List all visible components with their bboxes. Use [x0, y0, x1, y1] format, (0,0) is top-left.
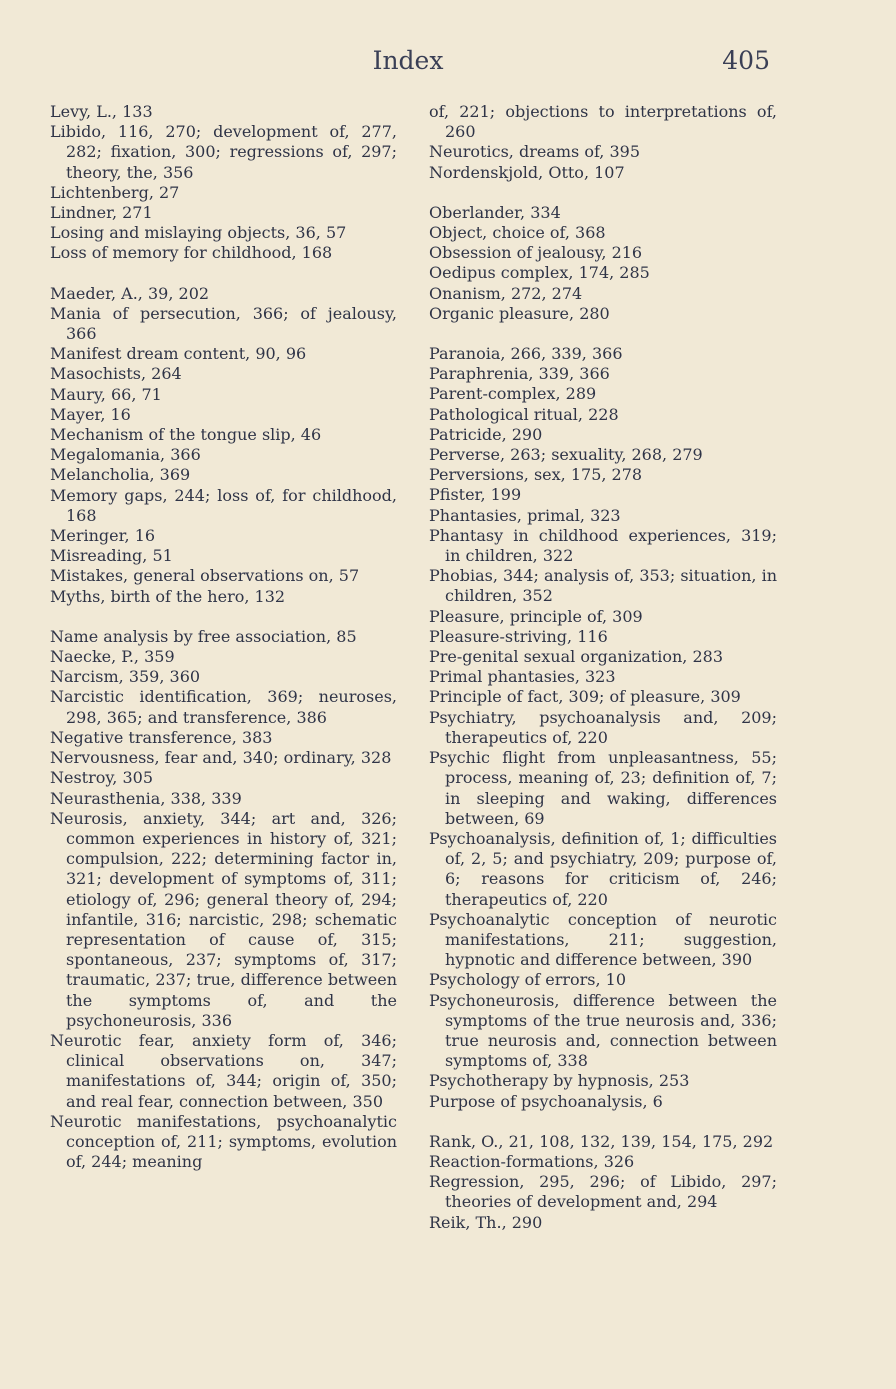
index-entry: Megalomania, 366: [50, 445, 201, 465]
index-entry: Psychic flight from unpleasantness, 55; process, meaning of, 23; definition of, 7; in sleeping and waking, differences between, 69: [429, 748, 777, 828]
index-entry: Narcistic identification, 369; neuroses, 298, 365; and transference, 386: [50, 687, 397, 727]
index-entry: Mistakes, general observations on, 57: [50, 566, 360, 586]
index-entry: Perversions, sex, 175, 278: [429, 465, 643, 485]
page-number: 405: [722, 46, 770, 75]
index-entry: Pleasure, principle of, 309: [429, 606, 643, 626]
section-gap: [429, 1112, 777, 1132]
section-gap: [50, 264, 397, 284]
index-entry: Reaction-formations, 326: [429, 1151, 635, 1171]
index-entry: Narcism, 359, 360: [50, 667, 201, 687]
index-entry: Nestroy, 305: [50, 768, 154, 788]
index-entry: Maury, 66, 71: [50, 384, 162, 404]
index-entry: Myths, birth of the hero, 132: [50, 586, 286, 606]
index-entry: Melancholia, 369: [50, 465, 191, 485]
page-header: [0, 46, 896, 86]
index-entry: Misreading, 51: [50, 546, 173, 566]
page-title: Index: [372, 46, 444, 75]
index-entry: Mechanism of the tongue slip, 46: [50, 425, 322, 445]
index-entry: Phobias, 344; analysis of, 353; situation, in children, 352: [429, 566, 778, 606]
section-gap: [429, 324, 777, 344]
section-gap: [429, 183, 777, 203]
index-entry: Purpose of psychoanalysis, 6: [429, 1091, 663, 1111]
index-entry: Phantasy in childhood experiences, 319; in children, 322: [429, 525, 777, 566]
index-entry: Parent-complex, 289: [429, 384, 597, 404]
index-entry: Meringer, 16: [50, 526, 156, 546]
index-entry: Manifest dream content, 90, 96: [50, 344, 307, 364]
index-entry: Pre-genital sexual organization, 283: [429, 647, 723, 667]
index-entry: Neurotic manifestations, psychoanalytic conception of, 211; symptoms, evolution of, 244; meaning: [50, 1111, 397, 1172]
index-entry: Neurasthenia, 338, 339: [50, 788, 242, 808]
index-entry: Negative transference, 383: [50, 727, 273, 747]
index-entry: Levy, L., 133: [50, 102, 153, 121]
index-entry: Neurotics, dreams of, 395: [429, 142, 641, 162]
index-entry: Loss of memory for childhood, 168: [50, 243, 333, 263]
index-entry: Organic pleasure, 280: [429, 303, 610, 323]
index-entry: Pleasure-striving, 116: [429, 626, 608, 646]
index-entry: Onanism, 272, 274: [429, 283, 583, 303]
index-entry: Pfister, 199: [429, 485, 522, 505]
index-entry: Reik, Th., 290: [429, 1212, 543, 1232]
index-entry: Libido, 116, 270; development of, 277, 282; fixation, 300; regressions of, 297; theory, the, 356: [50, 122, 397, 182]
index-entry: Obsession of jealousy, 216: [429, 243, 643, 263]
index-column-right: [429, 102, 777, 1233]
index-entry: Name analysis by free association, 85: [50, 626, 357, 646]
index-entry: Psychotherapy by hypnosis, 253: [429, 1071, 690, 1091]
index-entry: Neurotic fear, anxiety form of, 346; clinical observations on, 347; manifestations of, 344; origin of, 350; and real fear, connection between, 350: [50, 1030, 397, 1111]
index-entry: Oberlander, 334: [429, 202, 561, 222]
index-entry: Primal phantasies, 323: [429, 667, 616, 687]
index-entry: Perverse, 263; sexuality, 268, 279: [429, 445, 703, 465]
index-entry: Losing and mislaying objects, 36, 57: [50, 223, 347, 243]
index-entry: Maeder, A., 39, 202: [50, 283, 210, 303]
index-entry: of, 221; objections to interpretations of, 260: [429, 102, 777, 142]
index-entry: Mania of persecution, 366; of jealousy, 366: [50, 303, 397, 344]
index-entry: Pathological ritual, 228: [429, 404, 619, 424]
index-entry: Lichtenberg, 27: [50, 182, 180, 202]
index-entry: Phantasies, primal, 323: [429, 505, 621, 525]
index-entry: Psychoanalytic conception of neurotic manifestations, 211; suggestion, hypnotic and difference between, 390: [429, 909, 777, 970]
index-entry: Psychiatry, psychoanalysis and, 209; therapeutics of, 220: [429, 707, 777, 747]
index-column-left: [50, 102, 397, 1172]
index-entry: Naecke, P., 359: [50, 647, 175, 667]
index-entry: Nordenskjold, Otto, 107: [429, 162, 625, 182]
index-entry: Lindner, 271: [50, 203, 153, 223]
index-entry: Memory gaps, 244; loss of, for childhood, 168: [50, 485, 397, 525]
index-entry: Psychoneurosis, difference between the symptoms of the true neurosis and, 336; true neurosis and, connection between symptoms of, 338: [429, 990, 777, 1071]
index-entry: Psychology of errors, 10: [429, 970, 627, 990]
index-entry: Oedipus complex, 174, 285: [429, 263, 650, 283]
index-entry: Neurosis, anxiety, 344; art and, 326; common experiences in history of, 321; compulsion, 222; determining factor in, 321; development of symptoms of, 311; etiology of, 296; general theory of, 294; infantile, 316; narcistic, 298; schematic representation of cause of, 315; spontaneous, 237; symptoms of, 317; traumatic, 237; true, difference between the symptoms of, and the psychoneurosis, 336: [50, 808, 397, 1030]
index-entry: Mayer, 16: [50, 404, 131, 424]
index-entry: Paraphrenia, 339, 366: [429, 364, 610, 384]
section-gap: [50, 607, 397, 627]
index-entry: Paranoia, 266, 339, 366: [429, 344, 623, 364]
index-entry: Principle of fact, 309; of pleasure, 309: [429, 687, 741, 707]
index-entry: Rank, O., 21, 108, 132, 139, 154, 175, 292: [429, 1131, 774, 1151]
index-entry: Patricide, 290: [429, 424, 543, 444]
index-entry: Masochists, 264: [50, 364, 182, 384]
index-entry: Psychoanalysis, definition of, 1; difficulties of, 2, 5; and psychiatry, 209; purpose of, 6; reasons for criticism of, 246; therapeutics of, 220: [429, 828, 777, 909]
index-entry: Nervousness, fear and, 340; ordinary, 328: [50, 748, 392, 768]
index-entry: Regression, 295, 296; of Libido, 297; theories of development and, 294: [429, 1172, 777, 1212]
index-entry: Object, choice of, 368: [429, 223, 606, 243]
